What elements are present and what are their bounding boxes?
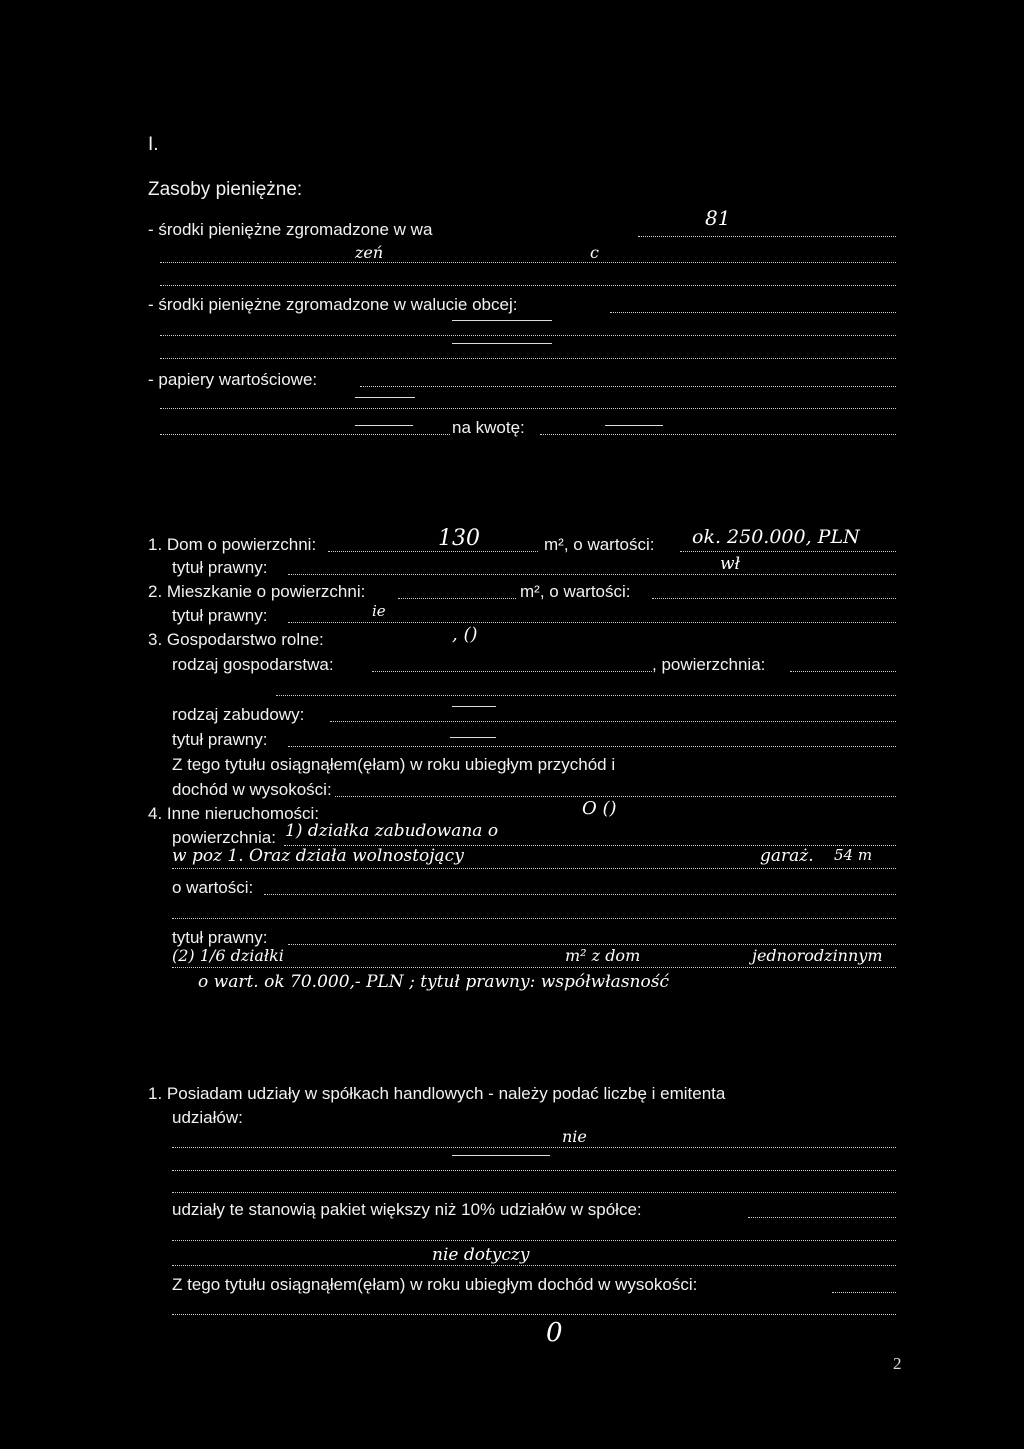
farm-title-label: tytuł prawny:	[172, 730, 268, 749]
dotted-line	[160, 434, 450, 435]
dotted-line	[540, 434, 896, 435]
strike-line	[452, 343, 552, 344]
other-area-hand4: 54 m	[834, 846, 873, 864]
strike-line	[452, 1155, 550, 1156]
dotted-line	[638, 236, 896, 237]
other-area-hand2: w poz 1. Oraz działa wolnostojący	[172, 846, 464, 866]
flat-label: 2. Mieszkanie o powierzchni:	[148, 582, 366, 601]
dotted-line	[172, 868, 896, 869]
section-number: I.	[148, 134, 159, 155]
strike-line	[452, 320, 552, 321]
strike-line	[450, 737, 496, 738]
securities-label: - papiery wartościowe:	[148, 370, 318, 389]
section-title: Zasoby pieniężne:	[148, 179, 303, 200]
farm-value: , ()	[452, 624, 478, 645]
dotted-line	[160, 408, 896, 409]
dotted-line	[652, 598, 896, 599]
dotted-line	[160, 358, 896, 359]
other-label: 4. Inne nieruchomości:	[148, 804, 320, 823]
other-area-hand3: garaż.	[760, 846, 814, 866]
dotted-line	[172, 918, 896, 919]
farm-area-label: , powierzchnia:	[652, 655, 766, 674]
shares-pct-label: udziały te stanowią pakiet większy niż 10% udziałów w spółce:	[172, 1200, 642, 1219]
flat-title-value: ie	[372, 602, 386, 620]
dotted-line	[160, 335, 896, 336]
flat-unit: m², o wartości:	[520, 582, 631, 601]
other-area-hand: 1) działka zabudowana o	[285, 821, 499, 841]
dotted-line	[160, 285, 896, 286]
other-title-label: tytuł prawny:	[172, 928, 268, 947]
cash-foreign-label: - środki pieniężne zgromadzone w walucie obcej:	[148, 295, 518, 314]
house-value: ok. 250.000, PLN	[692, 526, 860, 548]
house-area: 130	[438, 526, 480, 551]
strike-line	[452, 706, 496, 707]
dotted-line	[172, 1170, 896, 1171]
strike-line	[355, 397, 415, 398]
dotted-line	[680, 551, 896, 552]
dotted-line	[288, 622, 896, 623]
other-hand5: (2) 1/6 działki	[172, 946, 284, 965]
dotted-line	[172, 967, 896, 968]
dotted-line	[288, 746, 896, 747]
dotted-line	[328, 551, 538, 552]
dotted-line	[172, 1240, 896, 1241]
dotted-line	[398, 598, 516, 599]
dotted-line	[288, 574, 896, 575]
dotted-line	[372, 671, 652, 672]
dotted-line	[172, 1265, 896, 1266]
dotted-line	[172, 1314, 896, 1315]
house-label: 1. Dom o powierzchni:	[148, 535, 317, 554]
shares-hand1: nie	[562, 1127, 587, 1146]
other-hand7: jednorodzinnym	[752, 946, 883, 965]
farm-income-label: Z tego tytułu osiągnąłem(ęłam) w roku ubiegłym przychód i	[172, 755, 616, 774]
dotted-line	[276, 695, 896, 696]
other-value-label: o wartości:	[172, 878, 254, 897]
dotted-line	[172, 1147, 896, 1148]
cash-pln-hand2: c	[590, 243, 599, 262]
farm-income-label2: dochód w wysokości:	[172, 780, 332, 799]
flat-title-label: tytuł prawny:	[172, 606, 268, 625]
dotted-line	[832, 1292, 896, 1293]
cash-pln-hand: zeń	[355, 243, 384, 262]
shares-income-label: Z tego tytułu osiągnąłem(ęłam) w roku ubiegłym dochód w wysokości:	[172, 1275, 698, 1294]
strike-line	[605, 425, 663, 426]
other-hand: O ()	[582, 798, 617, 819]
shares-label2: udziałów:	[172, 1108, 243, 1127]
shares-label1: 1. Posiadam udziały w spółkach handlowych - należy podać liczbę i emitenta	[148, 1084, 726, 1103]
dotted-line	[610, 312, 896, 313]
dotted-line	[748, 1217, 896, 1218]
dotted-line	[160, 262, 896, 263]
shares-hand3: 0	[546, 1318, 563, 1348]
dotted-line	[360, 386, 896, 387]
farm-label: 3. Gospodarstwo rolne:	[148, 630, 324, 649]
farm-type-label: rodzaj gospodarstwa:	[172, 655, 334, 674]
strike-line	[355, 425, 413, 426]
other-hand6: m² z dom	[565, 946, 641, 965]
cash-pln-label: - środki pieniężne zgromadzone w wa	[148, 220, 433, 239]
house-title-label: tytuł prawny:	[172, 558, 268, 577]
dotted-line	[790, 671, 896, 672]
other-hand8: o wart. ok 70.000,- PLN ; tytuł prawny: współwłasność	[198, 972, 669, 992]
page-number: 2	[893, 1354, 902, 1373]
dotted-line	[172, 1192, 896, 1193]
dotted-line	[288, 944, 896, 945]
shares-hand2: nie dotyczy	[432, 1245, 530, 1265]
cash-pln-value: 81	[705, 206, 731, 230]
farm-building-label: rodzaj zabudowy:	[172, 705, 305, 724]
other-area-label: powierzchnia:	[172, 828, 276, 847]
amount-label: na kwotę:	[452, 418, 525, 437]
house-unit: m², o wartości:	[544, 535, 655, 554]
house-title-value: wł	[720, 554, 741, 574]
dotted-line	[264, 894, 896, 895]
dotted-line	[330, 721, 896, 722]
dotted-line	[335, 796, 896, 797]
